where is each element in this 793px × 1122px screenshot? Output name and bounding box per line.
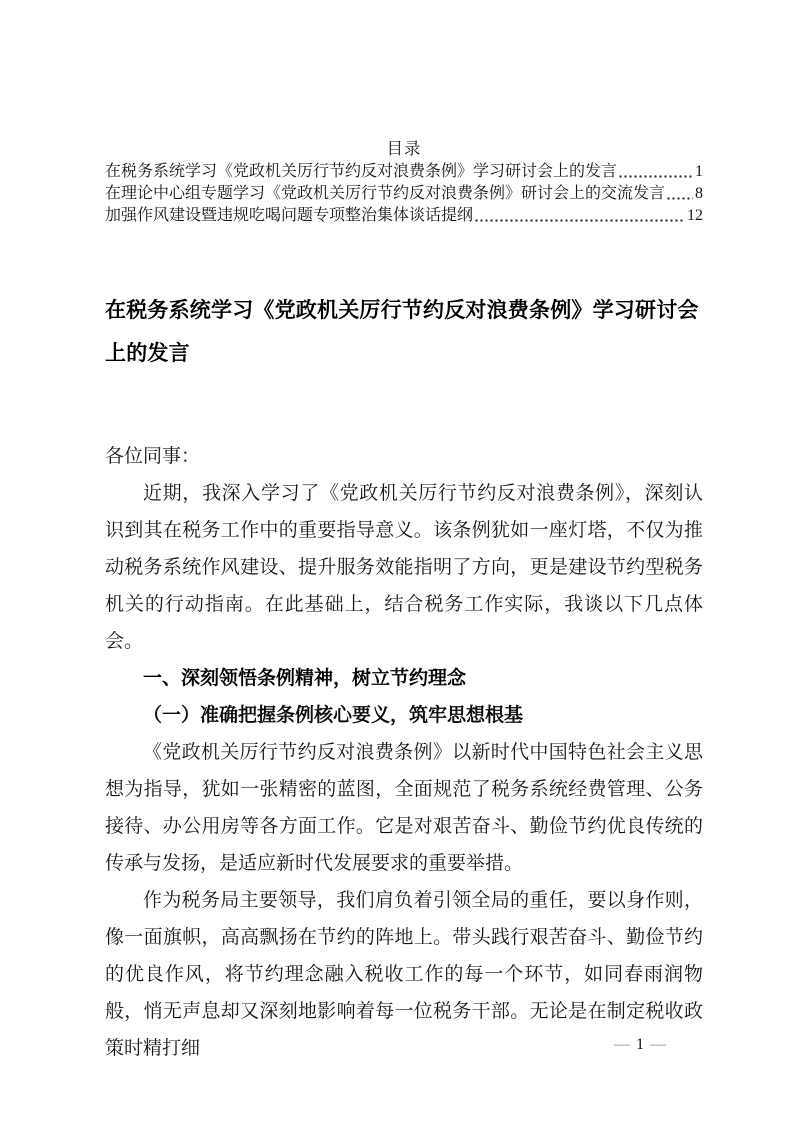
- paragraph: 《党政机关厉行节约反对浪费条例》以新时代中国特色社会主义思想为指导，犹如一张精密的蓝图，全面规范了税务系统经费管理、公务接待、办公用房等各方面工作。它是对艰苦奋斗、勤俭节约优良传统的传承与发扬，是适应新时代发展要求的重要举措。: [105, 742, 703, 874]
- table-of-contents: [105, 138, 703, 227]
- page-number-footer: [608, 1036, 672, 1054]
- paragraph: 近期，我深入学习了《党政机关厉行节约反对浪费条例》，深刻认识到其在税务工作中的重要指导意义。该条例犹如一座灯塔，不仅为推动税务系统作风建设、提升服务效能指明了方向，更是建设节约型税务机关的行动指南。在此基础上，结合税务工作实际，我谈以下几点体会。: [105, 483, 703, 652]
- toc-entry-3[interactable]: [105, 205, 703, 227]
- toc-entry-page-number: 8: [695, 185, 703, 202]
- toc-title: 目录: [386, 139, 422, 158]
- toc-leader-dots: [475, 218, 685, 223]
- document-body: [105, 438, 703, 1067]
- toc-leader-dots: [667, 196, 693, 201]
- toc-entry-1[interactable]: [105, 161, 703, 183]
- toc-entry-page-number: 12: [687, 207, 703, 224]
- toc-entry-text: 在理论中心组专题学习《党政机关厉行节约反对浪费条例》研讨会上的交流发言: [105, 185, 666, 202]
- paragraph: 作为税务局主要领导，我们肩负着引领全局的重任，要以身作则，像一面旗帜，高高飘扬在节约的阵地上。带头践行艰苦奋斗、勤俭节约的优良作风，将节约理念融入税收工作的每一个环节，如同春雨润物般，悄无声息却又深刻地影响着每一位税务干部。无论是在制定税收政策时精打细: [105, 890, 703, 1059]
- salutation: 各位同事：: [105, 446, 201, 467]
- footer-dash-left: —: [614, 1036, 630, 1053]
- section-heading-level-2: （一）准确把握条例核心要义，筑牢思想根基: [143, 705, 524, 726]
- toc-entry-text: 在税务系统学习《党政机关厉行节约反对浪费条例》学习研讨会上的发言: [105, 163, 618, 180]
- toc-entry-page-number: 1: [695, 163, 703, 180]
- section-heading-level-1: 一、深刻领悟条例精神，树立节约理念: [143, 668, 467, 689]
- document-title: 在税务系统学习《党政机关厉行节约反对浪费条例》学习研讨会上的发言: [105, 299, 699, 365]
- footer-page-number: 1: [636, 1036, 644, 1053]
- toc-leader-dots: [619, 174, 693, 179]
- footer-dash-right: —: [650, 1036, 666, 1053]
- toc-entry-2[interactable]: [105, 183, 703, 205]
- toc-entry-text: 加强作风建设暨违规吃喝问题专项整治集体谈话提纲: [105, 207, 474, 224]
